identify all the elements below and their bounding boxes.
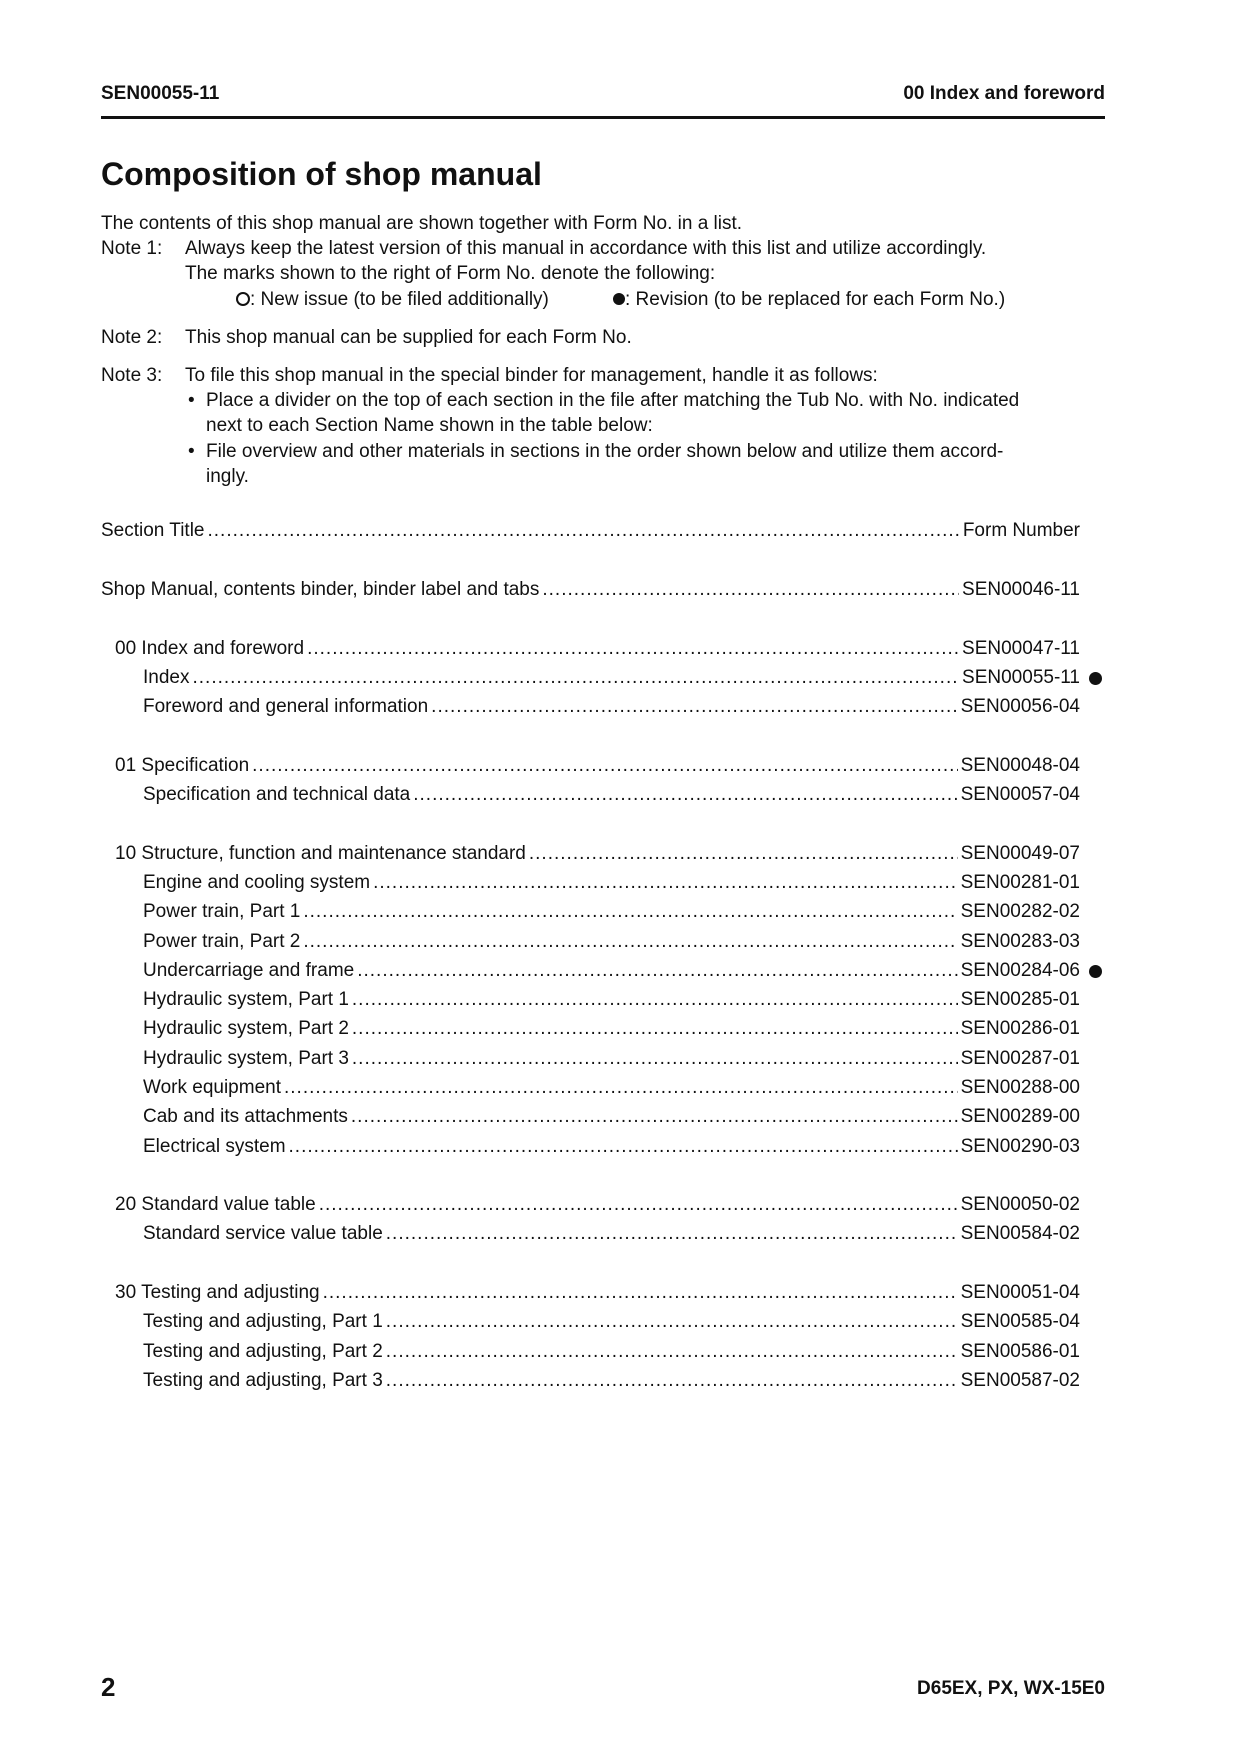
toc-title: Testing and adjusting, Part 3	[143, 1370, 383, 1391]
revision-mark-icon	[1089, 672, 1102, 685]
toc-form-number: SEN00284-06	[960, 960, 1080, 981]
toc-form-number: SEN00283-03	[960, 931, 1080, 952]
toc-title: Hydraulic system, Part 1	[143, 989, 349, 1010]
dot-leader	[208, 519, 960, 543]
note1-text: Always keep the latest version of this manual in accordance with this list and utilize accordingly.	[185, 238, 987, 259]
toc-row	[143, 1103, 1080, 1129]
toc-title: Index	[143, 667, 190, 688]
toc-title: Specification and technical data	[143, 784, 411, 805]
toc-form-number: SEN00288-00	[960, 1077, 1080, 1098]
bullet2-text: File overview and other materials in sections in the order shown below and utilize them accord-	[206, 441, 1004, 462]
open-circle-icon	[236, 292, 250, 306]
toc-title: Work equipment	[143, 1077, 281, 1098]
dot-leader	[413, 783, 957, 807]
dot-leader	[386, 1222, 958, 1246]
toc-row	[143, 781, 1080, 807]
dot-leader	[351, 1105, 958, 1129]
toc-form-number: SEN00285-01	[960, 989, 1080, 1010]
toc-form-number: SEN00056-04	[960, 696, 1080, 717]
toc-row	[143, 1220, 1080, 1246]
toc-row	[143, 869, 1080, 895]
toc-form-number: SEN00050-02	[960, 1194, 1080, 1215]
dot-leader	[319, 1193, 958, 1217]
toc-row	[143, 1338, 1080, 1364]
toc-form-number: SEN00286-01	[960, 1018, 1080, 1039]
toc-row	[143, 898, 1080, 924]
dot-leader	[352, 1047, 958, 1071]
dot-leader	[323, 1281, 958, 1305]
dot-leader	[284, 1076, 958, 1100]
toc-form-number: SEN00584-02	[960, 1223, 1080, 1244]
dot-leader	[386, 1340, 958, 1364]
toc-form-number: SEN00049-07	[960, 843, 1080, 864]
dot-leader	[289, 1135, 958, 1159]
bullet1-text: Place a divider on the top of each section in the file after matching the Tub No. with No. indicated	[206, 390, 1020, 411]
toc-row	[115, 840, 1080, 866]
toc-title: Undercarriage and frame	[143, 960, 355, 981]
toc-row	[101, 576, 1080, 602]
legend-new-label: : New issue (to be filed additionally)	[250, 289, 549, 310]
note2-text: This shop manual can be supplied for each Form No.	[185, 327, 632, 348]
dot-leader	[352, 988, 958, 1012]
toc-title: Cab and its attachments	[143, 1106, 348, 1127]
toc-form-number: SEN00046-11	[962, 579, 1080, 600]
toc-title: 20 Standard value table	[115, 1194, 316, 1215]
toc-row	[143, 664, 1080, 690]
page-header	[101, 83, 1105, 109]
toc-row	[115, 752, 1080, 778]
legend-revision-label: : Revision (to be replaced for each Form No.)	[625, 289, 1006, 310]
toc-form-number: SEN00048-04	[960, 755, 1080, 776]
page-title: Composition of shop manual	[101, 156, 542, 192]
toc-form-number: SEN00282-02	[960, 901, 1080, 922]
header-rule	[101, 116, 1105, 119]
note2-label: Note 2:	[101, 327, 163, 348]
toc-title: Foreword and general information	[143, 696, 429, 717]
toc-title: Power train, Part 2	[143, 931, 301, 952]
toc-row	[143, 986, 1080, 1012]
dot-leader	[542, 578, 959, 602]
bullet-icon: •	[188, 441, 195, 462]
toc-row	[115, 635, 1080, 661]
dot-leader	[307, 637, 959, 661]
toc-title: Hydraulic system, Part 3	[143, 1048, 349, 1069]
revision-mark-icon	[1089, 965, 1102, 978]
page-number: 2	[101, 1672, 116, 1702]
toc-title: 30 Testing and adjusting	[115, 1282, 320, 1303]
toc-row	[143, 928, 1080, 954]
dot-leader	[303, 930, 957, 954]
toc-form-number: SEN00287-01	[960, 1048, 1080, 1069]
toc-row	[143, 693, 1080, 719]
section-name: 00 Index and foreword	[903, 83, 1105, 104]
note3-label: Note 3:	[101, 365, 163, 386]
toc-title: 10 Structure, function and maintenance standard	[115, 843, 526, 864]
toc-title: Electrical system	[143, 1136, 286, 1157]
dot-leader	[431, 695, 957, 719]
filled-circle-icon	[613, 293, 625, 305]
dot-leader	[192, 666, 959, 690]
toc-form-number: SEN00585-04	[960, 1311, 1080, 1332]
toc-row	[143, 1367, 1080, 1393]
toc-form-number: SEN00057-04	[960, 784, 1080, 805]
dot-leader	[386, 1310, 958, 1334]
toc-form-number: SEN00055-11	[962, 667, 1080, 688]
toc-title: 00 Index and foreword	[115, 638, 305, 659]
dot-leader	[352, 1017, 958, 1041]
toc-form-number: SEN00290-03	[960, 1136, 1080, 1157]
toc-row	[115, 1279, 1080, 1305]
legend-revision	[613, 288, 1005, 312]
toc-form-number: SEN00587-02	[960, 1370, 1080, 1391]
toc-title: Power train, Part 1	[143, 901, 301, 922]
toc-title: Engine and cooling system	[143, 872, 371, 893]
legend-new-issue	[236, 288, 549, 312]
dot-leader	[373, 871, 958, 895]
toc-row	[143, 1308, 1080, 1334]
model-name: D65EX, PX, WX-15E0	[917, 1678, 1105, 1699]
toc-row	[143, 1074, 1080, 1100]
dot-leader	[529, 842, 958, 866]
note3-text: To file this shop manual in the special binder for management, handle it as follows:	[185, 365, 878, 386]
toc-header-form: Form Number	[962, 520, 1080, 541]
toc-title: Testing and adjusting, Part 1	[143, 1311, 383, 1332]
toc-form-number: SEN00281-01	[960, 872, 1080, 893]
toc-row	[115, 1191, 1080, 1217]
toc-title: Hydraulic system, Part 2	[143, 1018, 349, 1039]
toc-form-number: SEN00586-01	[960, 1341, 1080, 1362]
dot-leader	[357, 959, 957, 983]
note1-text-2: The marks shown to the right of Form No. denote the following:	[185, 263, 716, 284]
toc-row	[143, 957, 1080, 983]
document-id: SEN00055-11	[101, 83, 220, 104]
bullet2-text-2: ingly.	[206, 466, 249, 487]
toc-header-title: Section Title	[101, 520, 205, 541]
dot-leader	[303, 900, 957, 924]
toc-title: Shop Manual, contents binder, binder label and tabs	[101, 579, 540, 600]
note1-label: Note 1:	[101, 238, 163, 259]
toc-row	[143, 1133, 1080, 1159]
toc-row	[143, 1015, 1080, 1041]
dot-leader	[386, 1369, 958, 1393]
toc-title: Standard service value table	[143, 1223, 383, 1244]
toc-form-number: SEN00051-04	[960, 1282, 1080, 1303]
dot-leader	[252, 754, 957, 778]
toc-form-number: SEN00047-11	[962, 638, 1080, 659]
toc-row	[143, 1045, 1080, 1071]
toc-form-number: SEN00289-00	[960, 1106, 1080, 1127]
toc-title: Testing and adjusting, Part 2	[143, 1341, 383, 1362]
toc-header-row	[101, 517, 1080, 543]
toc-title: 01 Specification	[115, 755, 250, 776]
intro-line: The contents of this shop manual are shown together with Form No. in a list.	[101, 213, 743, 234]
bullet-icon: •	[188, 390, 195, 411]
bullet1-text-2: next to each Section Name shown in the table below:	[206, 415, 653, 436]
